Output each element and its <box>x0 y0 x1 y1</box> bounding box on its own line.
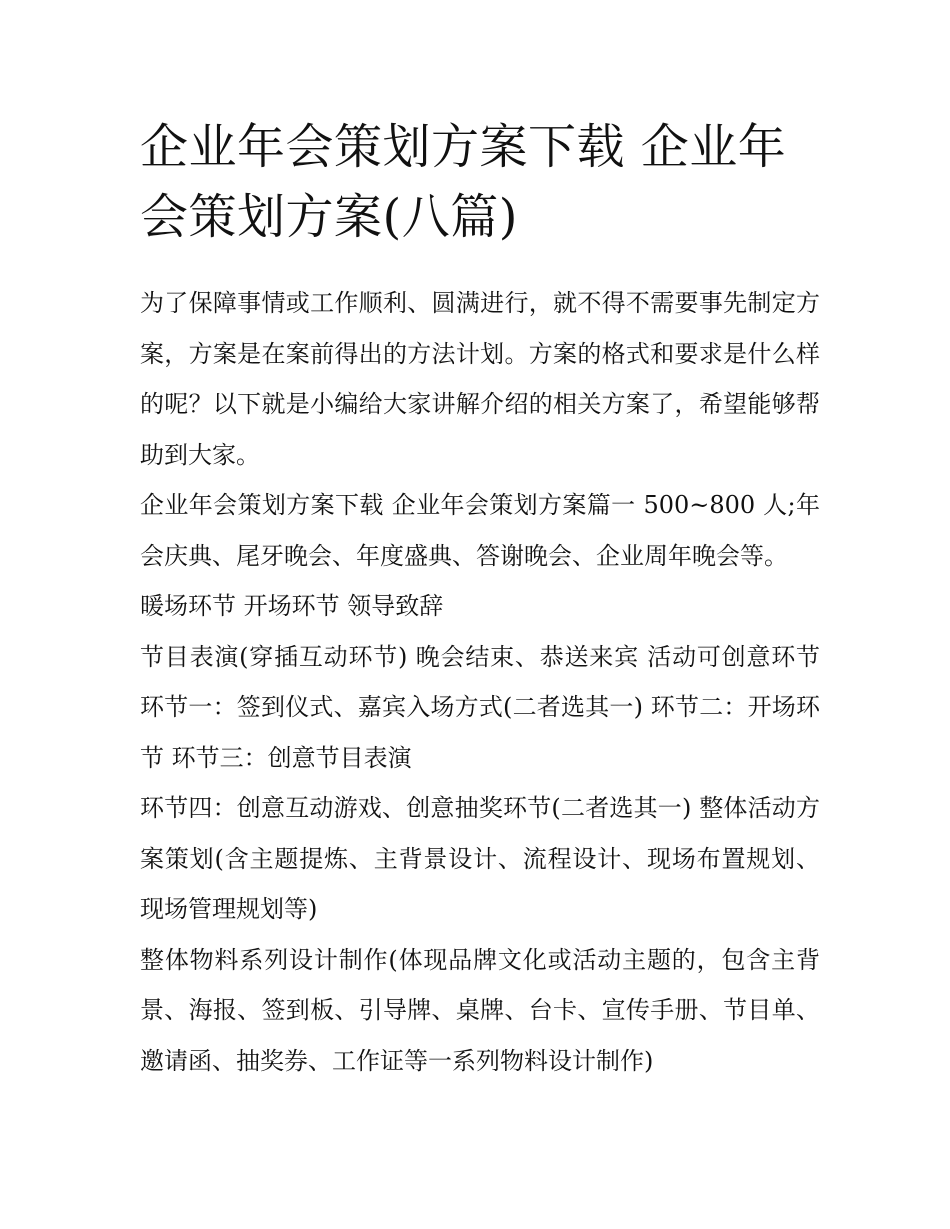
paragraph-program: 节目表演(穿插互动环节) 晚会结束、恭送来宾 活动可创意环节 环节一：签到仪式、嘉宾入场方式(二者选其一) 环节二：开场环节 环节三：创意节目表演 <box>140 642 820 772</box>
paragraph-intro: 为了保障事情或工作顺利、圆满进行，就不得不需要事先制定方案，方案是在案前得出的方法计划。方案的格式和要求是什么样的呢？以下就是小编给大家讲解介绍的相关方案了，希望能够帮助到大家。 <box>140 289 820 469</box>
paragraph-planning: 环节四：创意互动游戏、创意抽奖环节(二者选其一) 整体活动方案策划(含主题提炼、主背景设计、流程设计、现场布置规划、现场管理规划等) <box>140 794 820 923</box>
document-page <box>140 112 820 1086</box>
paragraph-segments: 暖场环节 开场环节 领导致辞 <box>140 592 444 620</box>
paragraph-materials: 整体物料系列设计制作(体现品牌文化或活动主题的，包含主背景、海报、签到板、引导牌、桌牌、台卡、宣传手册、节目单、邀请函、抽奖券、工作证等一系列物料设计制作) <box>140 945 820 1075</box>
document-title: 企业年会策划方案下载 企业年会策划方案(八篇) <box>140 119 787 245</box>
paragraph-overview: 企业年会策划方案下载 企业年会策划方案篇一 500~800 人;年会庆典、尾牙晚会、年度盛典、答谢晚会、企业周年晚会等。 <box>140 491 820 570</box>
